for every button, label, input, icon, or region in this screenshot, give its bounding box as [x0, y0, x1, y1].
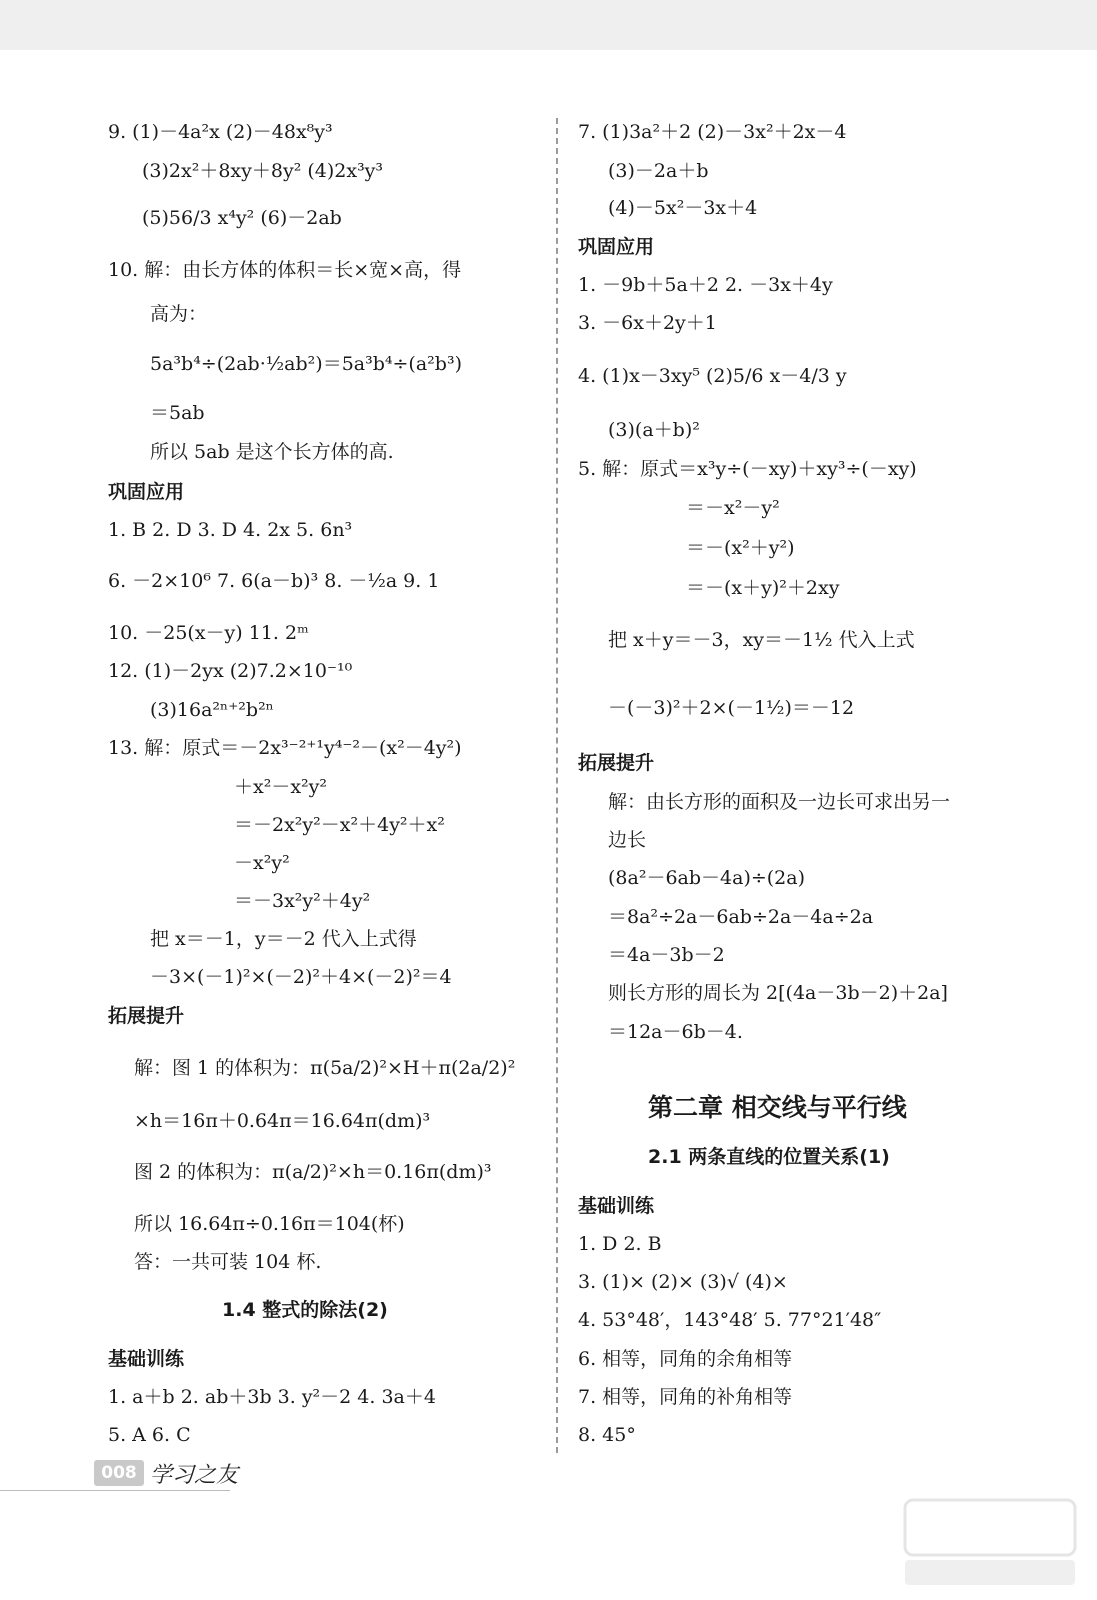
answer-line: 边长: [608, 829, 647, 851]
footer-rule: [0, 1490, 230, 1491]
section-heading: 1.4 整式的除法(2): [222, 1299, 388, 1321]
answer-line: －x²y²: [234, 852, 290, 874]
answer-line: ×h＝16π＋0.64π＝16.64π(dm)³: [134, 1110, 431, 1132]
answer-line: 1. D 2. B: [578, 1233, 662, 1255]
section-heading: 基础训练: [108, 1348, 185, 1370]
answer-line: ＋x²－x²y²: [234, 776, 328, 798]
section-heading: 基础训练: [578, 1195, 655, 1217]
answer-line: ＝－x²－y²: [686, 497, 780, 519]
section-heading: 拓展提升: [108, 1005, 185, 1027]
answer-line: ＝－(x＋y)²＋2xy: [686, 577, 840, 599]
answer-line: ＝12a－6b－4.: [608, 1021, 743, 1043]
answer-line: 3. (1)× (2)× (3)√ (4)×: [578, 1271, 788, 1293]
answer-line: 10. －25(x－y) 11. 2ᵐ: [108, 622, 309, 644]
answer-line: (8a²－6ab－4a)÷(2a): [608, 867, 806, 889]
section-heading: 拓展提升: [578, 752, 655, 774]
answer-line: 3. －6x＋2y＋1: [578, 312, 717, 334]
answer-line: 答：一共可装 104 杯.: [134, 1251, 322, 1273]
answer-line: 1. －9b＋5a＋2 2. －3x＋4y: [578, 274, 833, 296]
answer-line: 6. －2×10⁶ 7. 6(a－b)³ 8. －½a 9. 1: [108, 570, 440, 592]
answer-line: (5)56/3 x⁴y² (6)－2ab: [142, 207, 342, 229]
answer-line: 6. 相等，同角的余角相等: [578, 1348, 793, 1370]
answer-line: －3×(－1)²×(－2)²＋4×(－2)²＝4: [150, 966, 452, 988]
answer-line: 5. 解：原式＝x³y÷(－xy)＋xy³÷(－xy): [578, 458, 917, 480]
answer-line: (3)－2a＋b: [608, 160, 709, 182]
answer-line: 所以 16.64π÷0.16π＝104(杯): [134, 1213, 405, 1235]
answer-line: 12. (1)－2yx (2)7.2×10⁻¹⁰: [108, 660, 353, 682]
answer-line: 把 x＋y＝－3，xy＝－1½ 代入上式: [608, 629, 915, 651]
answer-line: ＝－2x²y²－x²＋4y²＋x²: [234, 814, 445, 836]
answer-line: 10. 解：由长方体的体积＝长×宽×高，得: [108, 259, 462, 281]
answer-line: 解：由长方形的面积及一边长可求出另一: [608, 791, 951, 813]
answer-line: 7. (1)3a²＋2 (2)－3x²＋2x－4: [578, 121, 847, 143]
answer-line: ＝4a－3b－2: [608, 944, 725, 966]
answer-line: (4)－5x²－3x＋4: [608, 197, 758, 219]
answer-line: 1. B 2. D 3. D 4. 2x 5. 6n³: [108, 519, 353, 541]
answer-line: (3)2x²＋8xy＋8y² (4)2x³y³: [142, 160, 384, 182]
answer-line: 所以 5ab 是这个长方体的高.: [150, 441, 394, 463]
answer-line: 5a³b⁴÷(2ab·½ab²)＝5a³b⁴÷(a²b³): [150, 353, 462, 375]
answer-line: ＝8a²÷2a－6ab÷2a－4a÷2a: [608, 906, 874, 928]
answer-line: 4. (1)x－3xy⁵ (2)5/6 x－4/3 y: [578, 365, 847, 387]
section-heading: 巩固应用: [578, 236, 655, 258]
answer-line: 13. 解：原式＝－2x³⁻²⁺¹y⁴⁻²－(x²－4y²): [108, 737, 462, 759]
answer-line: ＝－(x²＋y²): [686, 537, 795, 559]
answer-line: 5. A 6. C: [108, 1424, 191, 1446]
section-heading: 巩固应用: [108, 481, 185, 503]
answer-line: 7. 相等，同角的补角相等: [578, 1386, 793, 1408]
section-heading: 2.1 两条直线的位置关系(1): [648, 1146, 890, 1168]
answer-line: ＝5ab: [150, 402, 205, 424]
answer-line: (3)(a＋b)²: [608, 419, 700, 441]
answer-line: －(－3)²＋2×(－1½)＝－12: [608, 697, 855, 719]
answer-line: 图 2 的体积为：π(a/2)²×h＝0.16π(dm)³: [134, 1161, 492, 1183]
answer-line: 9. (1)－4a²x (2)－48x⁸y³: [108, 121, 333, 143]
answer-line: (3)16a²ⁿ⁺²b²ⁿ: [150, 699, 274, 721]
answer-line: 解：图 1 的体积为：π(5a/2)²×H＋π(2a/2)²: [134, 1057, 516, 1079]
column-divider: [556, 118, 558, 1453]
answer-line: 8. 45°: [578, 1424, 636, 1446]
answer-line: 把 x＝－1，y＝－2 代入上式得: [150, 928, 417, 950]
answer-line: 高为：: [150, 303, 208, 325]
chapter-title: 第二章 相交线与平行线: [648, 1093, 907, 1122]
answer-line: ＝－3x²y²＋4y²: [234, 890, 371, 912]
answer-line: 4. 53°48′，143°48′ 5. 77°21′48″: [578, 1309, 882, 1331]
answer-line: 则长方形的周长为 2[(4a－3b－2)＋2a]: [608, 982, 948, 1004]
page-number-badge: 008: [94, 1460, 144, 1486]
book-brand: 学习之友: [150, 1463, 239, 1488]
watermark-logo: [900, 1490, 1080, 1590]
top-margin-band: [0, 0, 1097, 50]
answer-line: 1. a＋b 2. ab＋3b 3. y²－2 4. 3a＋4: [108, 1386, 436, 1408]
